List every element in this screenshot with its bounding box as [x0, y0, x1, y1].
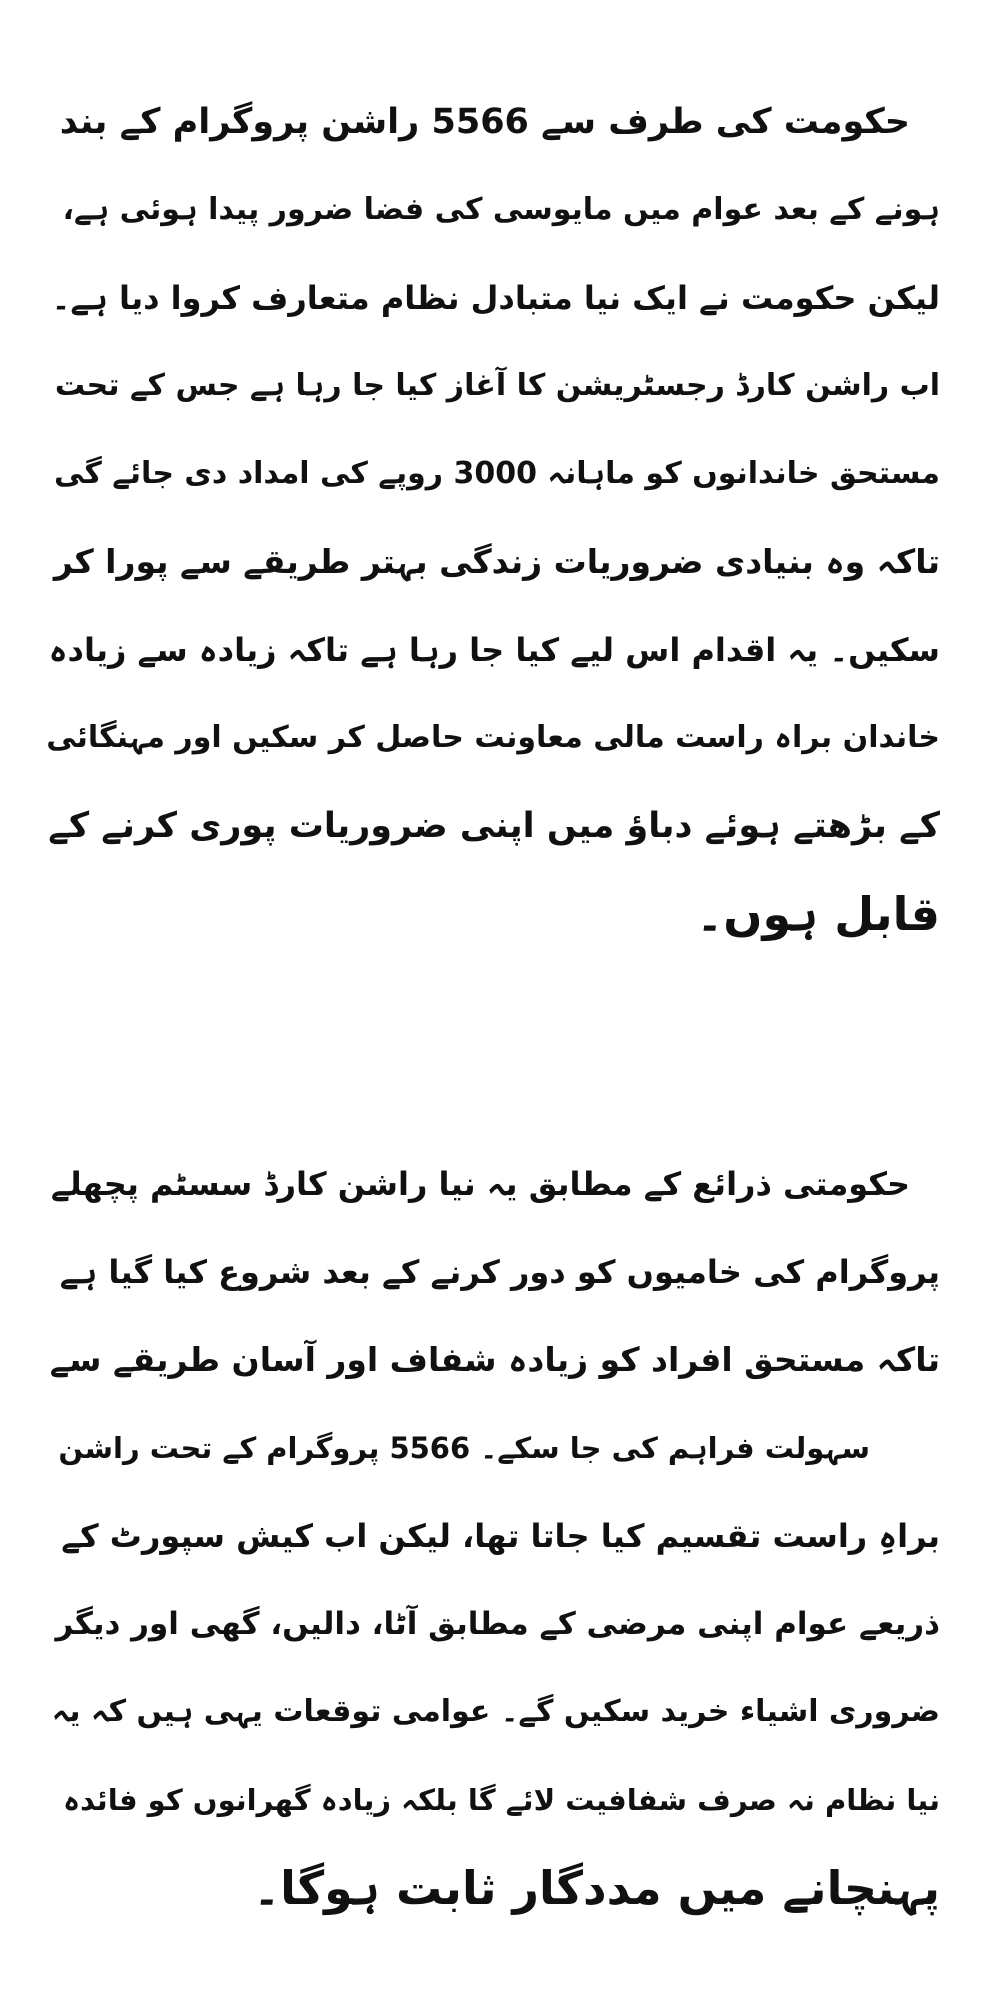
paragraph-line: قابل ہوں۔: [696, 887, 940, 941]
paragraph-line: خاندان براہ راست مالی معاونت حاصل کر سکیں اور مہنگائی: [46, 720, 940, 755]
paragraph-line: پہنچانے میں مددگار ثابت ہوگا۔: [253, 1861, 940, 1915]
paragraph-line: براہِ راست تقسیم کیا جاتا تھا، لیکن اب کیش سپورٹ کے: [61, 1517, 940, 1555]
paragraph-line: ہونے کے بعد عوام میں مایوسی کی فضا ضرور پیدا ہوئی ہے،: [62, 192, 940, 227]
paragraph-line: نیا نظام نہ صرف شفافیت لائے گا بلکہ زیادہ گھرانوں کو فائدہ: [63, 1783, 940, 1817]
paragraph-line: سہولت فراہم کی جا سکے۔ 5566 پروگرام کے تحت راشن: [58, 1431, 870, 1465]
paragraph-line: سکیں۔ یہ اقدام اس لیے کیا جا رہا ہے تاکہ زیادہ سے زیادہ: [48, 631, 940, 669]
paragraph-line: ضروری اشیاء خرید سکیں گے۔ عوامی توقعات یہی ہیں کہ یہ: [51, 1694, 940, 1729]
paragraph-line: اب راشن کارڈ رجسٹریشن کا آغاز کیا جا رہا ہے جس کے تحت: [54, 368, 940, 403]
paragraph-line: پروگرام کی خامیوں کو دور کرنے کے بعد شروع کیا گیا ہے: [59, 1253, 940, 1291]
paragraph-line: حکومتی ذرائع کے مطابق یہ نیا راشن کارڈ سسٹم پچھلے: [50, 1165, 910, 1203]
paragraph-line: تاکہ مستحق افراد کو زیادہ شفاف اور آسان طریقے سے: [49, 1340, 940, 1379]
paragraph-line: کے بڑھتے ہوئے دباؤ میں اپنی ضروریات پوری کرنے کے: [48, 806, 940, 846]
paragraph-2: [40, 1140, 940, 1932]
paragraph-line: لیکن حکومت نے ایک نیا متبادل نظام متعارف کروا دیا ہے۔: [51, 279, 940, 317]
paragraph-1: [40, 78, 940, 958]
paragraph-line: مستحق خاندانوں کو ماہانہ 3000 روپے کی امداد دی جائے گی: [53, 456, 940, 491]
paragraph-line: حکومت کی طرف سے 5566 راشن پروگرام کے بند: [59, 102, 910, 142]
paragraph-line: تاکہ وہ بنیادی ضروریات زندگی بہتر طریقے سے پورا کر: [53, 542, 940, 581]
paragraph-line: ذریعے عوام اپنی مرضی کے مطابق آٹا، دالیں، گھی اور دیگر: [55, 1606, 940, 1642]
